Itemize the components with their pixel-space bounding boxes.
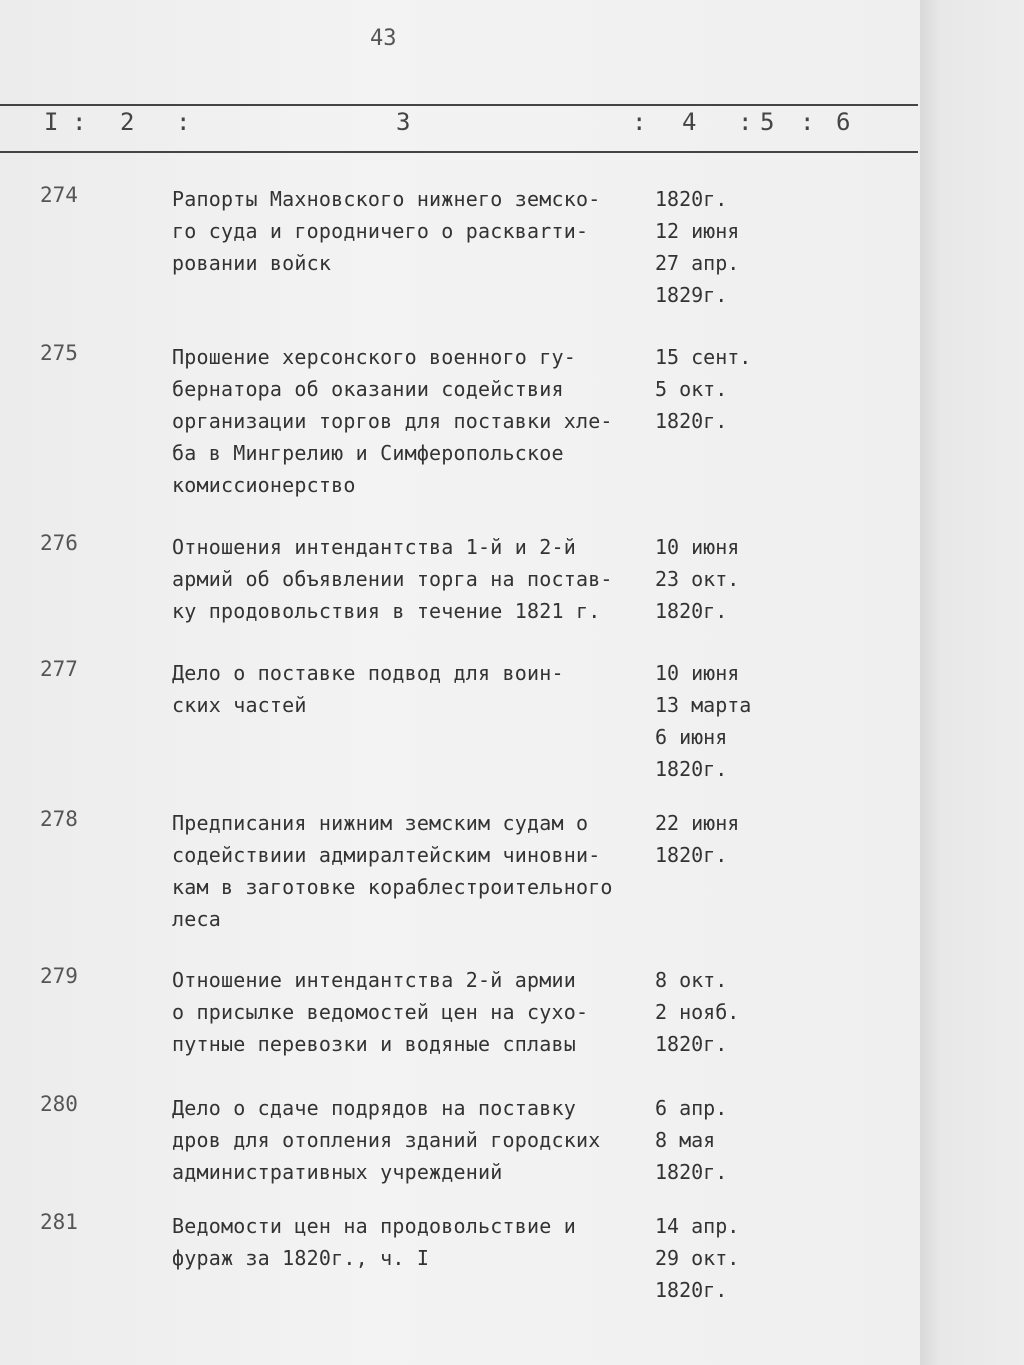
entry-title: Отношения интендантства 1-й и 2-й армий об объявлении торга на постав- ку продовольствия в течение 1821 г.: [172, 535, 613, 623]
entry-title: Рапорты Махновского нижнего земско- го суда и городничего о расквarти- ровании войск: [172, 187, 601, 275]
entry-date: 14 апр.: [655, 1214, 740, 1238]
entry-date: 6 июня: [655, 725, 728, 749]
entry-date: 2 нояб.: [655, 1000, 740, 1024]
entry-date: 23 окт.: [655, 567, 740, 591]
entry-dates: [655, 183, 785, 311]
entry-date: 12 июня: [655, 219, 740, 243]
entry-dates: [655, 1210, 785, 1306]
entry-dates: [655, 1092, 785, 1188]
entry-date: 1820г.: [655, 843, 728, 867]
column-4-header: 4: [682, 108, 697, 136]
entry-date: 13 марта: [655, 693, 752, 717]
column-2-header: 2: [120, 108, 135, 136]
entry-number: 276: [40, 531, 78, 555]
entry-date: 27 апр.: [655, 251, 740, 275]
entry-dates: [655, 807, 785, 871]
entry-date: 1820г.: [655, 409, 728, 433]
entry-date: 22 июня: [655, 811, 740, 835]
entry-date: 10 июня: [655, 535, 740, 559]
entry-title: Дело о сдаче подрядов на поставку дров для отопления зданий городских административных учреждений: [172, 1096, 601, 1184]
entry-date: 1829г.: [655, 283, 728, 307]
column-3-header: 3: [396, 108, 411, 136]
entry-dates: [655, 657, 785, 785]
entry-date: 6 апр.: [655, 1096, 728, 1120]
entry-date: 1820г.: [655, 599, 728, 623]
header-rule-top: [0, 104, 918, 106]
entry-date: 8 окт.: [655, 968, 728, 992]
entry-title: Прошение херсонского военного гу- бернатора об оказании содействия организации торгов для поставки хле- ба в Мингрелию и Симферопольское комиссионерство: [172, 345, 613, 497]
entry-date: 1820г.: [655, 1160, 728, 1184]
header-rule-bottom: [0, 151, 918, 153]
entry-number: 281: [40, 1210, 78, 1234]
entry-dates: [655, 964, 785, 1060]
entry-number: 274: [40, 183, 78, 207]
entry-date: 1820г.: [655, 757, 728, 781]
entry-date: 5 окт.: [655, 377, 728, 401]
entry-date: 29 окт.: [655, 1246, 740, 1270]
column-6-header: 6: [836, 108, 851, 136]
entry-title: Отношение интендантства 2-й армии о присылке ведомостей цен на сухо- путные перевозки и водяные сплавы: [172, 968, 589, 1056]
entry-dates: [655, 341, 785, 437]
entry-date: 1820г.: [655, 187, 728, 211]
entry-title: Дело о поставке подвод для воин- ских частей: [172, 661, 564, 717]
page-edge: [920, 0, 1024, 1365]
entry-number: 275: [40, 341, 78, 365]
column-separator: :: [176, 108, 191, 136]
entry-title: Предписания нижним земским судам о содействиии адмиралтейским чиновни- кам в заготовке кораблестроительного леса: [172, 811, 613, 931]
entry-date: 10 июня: [655, 661, 740, 685]
column-separator: :: [632, 108, 647, 136]
entry-number: 279: [40, 964, 78, 988]
page-number: 43: [370, 26, 397, 51]
entry-number: 277: [40, 657, 78, 681]
entry-date: 15 сент.: [655, 345, 752, 369]
column-1-header: I: [44, 108, 59, 136]
entry-number: 280: [40, 1092, 78, 1116]
column-separator: :: [72, 108, 87, 136]
entry-dates: [655, 531, 785, 627]
entry-date: 8 мая: [655, 1128, 716, 1152]
entry-date: 1820г.: [655, 1278, 728, 1302]
entry-title: Ведомости цен на продовольствие и фураж за 1820г., ч. I: [172, 1214, 576, 1270]
entry-number: 278: [40, 807, 78, 831]
column-separator: :: [800, 108, 815, 136]
entry-date: 1820г.: [655, 1032, 728, 1056]
column-5-header: 5: [760, 108, 775, 136]
column-separator: :: [738, 108, 753, 136]
